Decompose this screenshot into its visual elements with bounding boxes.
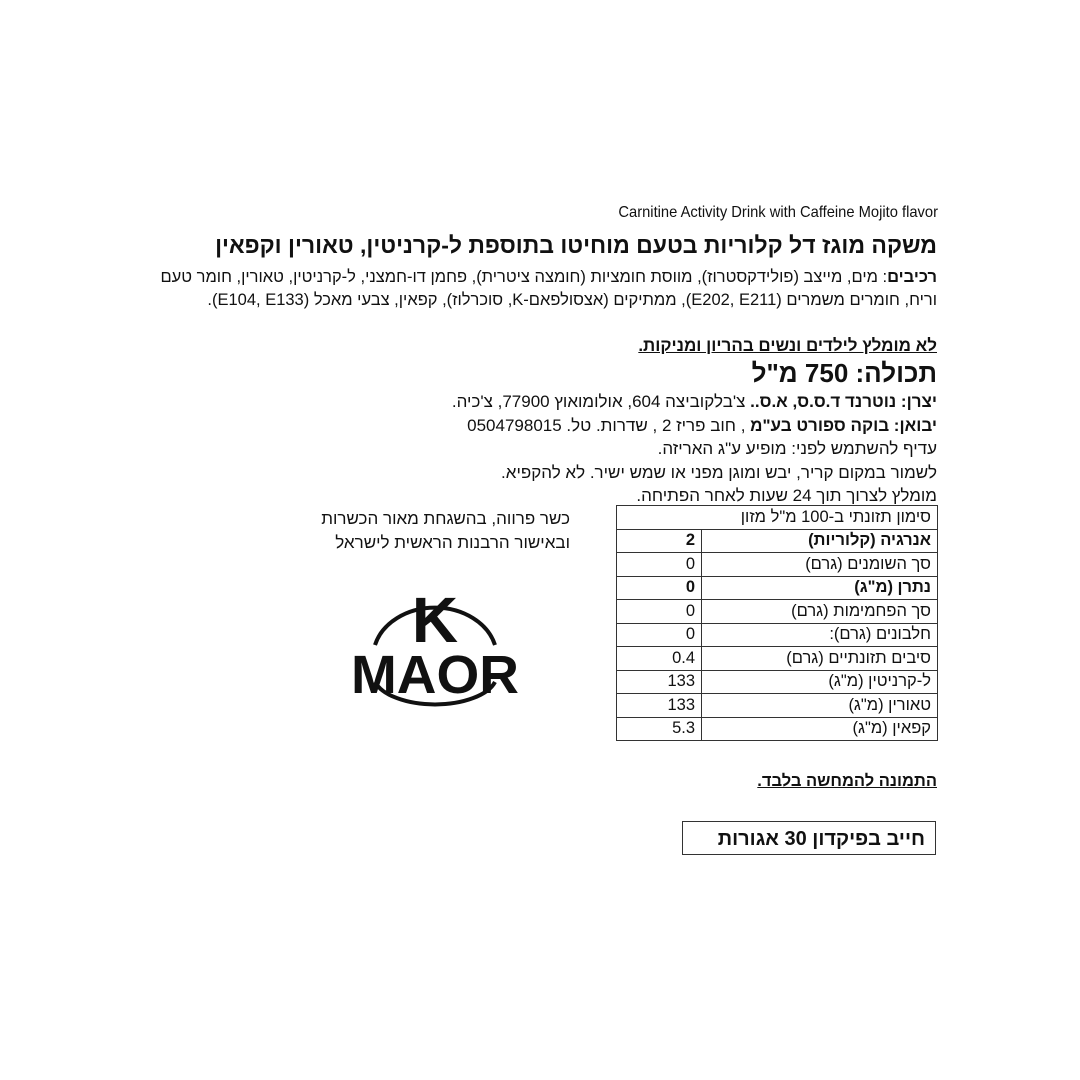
logo-k-letter: K [411,584,459,656]
nutrient-label: נתרן (מ"ג) [702,576,938,600]
importer-line [337,414,937,438]
english-product-title: Carnitine Activity Drink with Caffeine Mojito flavor [618,204,938,221]
nutrient-value: 0.4 [617,647,702,671]
manufacturer-line [337,390,937,414]
manufacturer-label: יצרן: נוטרנד ד.ס.ס, א.ס.. [750,392,937,411]
table-row [617,670,938,694]
kosher-line-1: כשר פרווה, בהשגחת מאור הכשרות [321,509,570,528]
nutrition-table [616,505,938,741]
after-opening-line: מומלץ לצרוך תוך 24 שעות לאחר הפתיחה. [636,486,937,505]
table-row [617,600,938,624]
nutrient-value: 0 [617,623,702,647]
volume-text: תכולה: 750 מ"ל [751,358,937,388]
nutrient-label: קפאין (מ"ג) [702,717,938,741]
nutrient-value: 5.3 [617,717,702,741]
nutrient-value: 2 [617,529,702,553]
best-before-line: עדיף להשתמש לפני: מופיע ע"ג האריזה. [657,439,937,458]
ingredients-paragraph [147,266,937,312]
ingredients-text: : מים, מייצב (פולידקסטרוז), מווסת חומציות (חומצה ציטרית), פחמן דו-חמצני, ל-קרניטין, טאורין, חומר טעם וריח, חומרים משמרים (E202, E211), ממתיקים (אצסולפאם-K, סוכרלוז), קפאין, צבעי מאכל (E104, E133). [160,268,937,309]
nutrient-value: 0 [617,600,702,624]
nutrient-label: ל-קרניטין (מ"ג) [702,670,938,694]
kosher-statement [290,507,570,555]
nutrient-value: 133 [617,694,702,718]
nutrient-label: סך השומנים (גרם) [702,553,938,577]
hebrew-product-title: משקה מוגז דל קלוריות בטעם מוחיטו בתוספת ל-קרניטין, טאורין וקפאין [215,232,937,258]
table-row [617,576,938,600]
table-row [617,553,938,577]
importer-label: יבואן: בוקה ספורט בע"מ [750,415,937,435]
info-block [337,390,937,508]
table-row [617,529,938,553]
image-disclaimer: התמונה להמחשה בלבד. [757,772,937,790]
table-row [617,717,938,741]
nutrient-label: טאורין (מ"ג) [702,694,938,718]
importer-text: , חוב פריז 2 , שדרות. טל. 0504798015 [467,415,751,435]
nutrient-label: סיבים תזונתיים (גרם) [702,647,938,671]
nutrient-value: 0 [617,576,702,600]
nutrient-label: חלבונים (גרם): [702,623,938,647]
ingredients-label: רכיבים [887,268,937,286]
storage-line: לשמור במקום קריר, יבש ומוגן מפני או שמש ישיר. לא להקפיא. [501,462,937,482]
nutrient-value: 0 [617,553,702,577]
table-row [617,647,938,671]
nutrient-label: סך הפחמימות (גרם) [702,600,938,624]
nutrient-label: אנרגיה (קלוריות) [702,529,938,553]
nutrient-value: 133 [617,670,702,694]
manufacturer-text: צ'בלקוביצה 604, אולומואוץ 77900, צ'כיה. [451,392,751,411]
table-row [617,623,938,647]
nutrition-header-row [617,506,938,530]
table-row [617,694,938,718]
kmaor-kosher-logo [345,580,525,715]
deposit-box: חייב בפיקדון 30 אגורות [682,821,936,855]
kosher-line-2: ובאישור הרבנות הראשית לישראל [335,533,570,552]
logo-maor-text: MAOR [351,645,519,705]
warning-text: לא מומלץ לילדים ונשים בהריון ומניקות. [638,336,937,355]
nutrition-header: סימון תזונתי ב-100 מ"ל מזון [617,506,938,530]
